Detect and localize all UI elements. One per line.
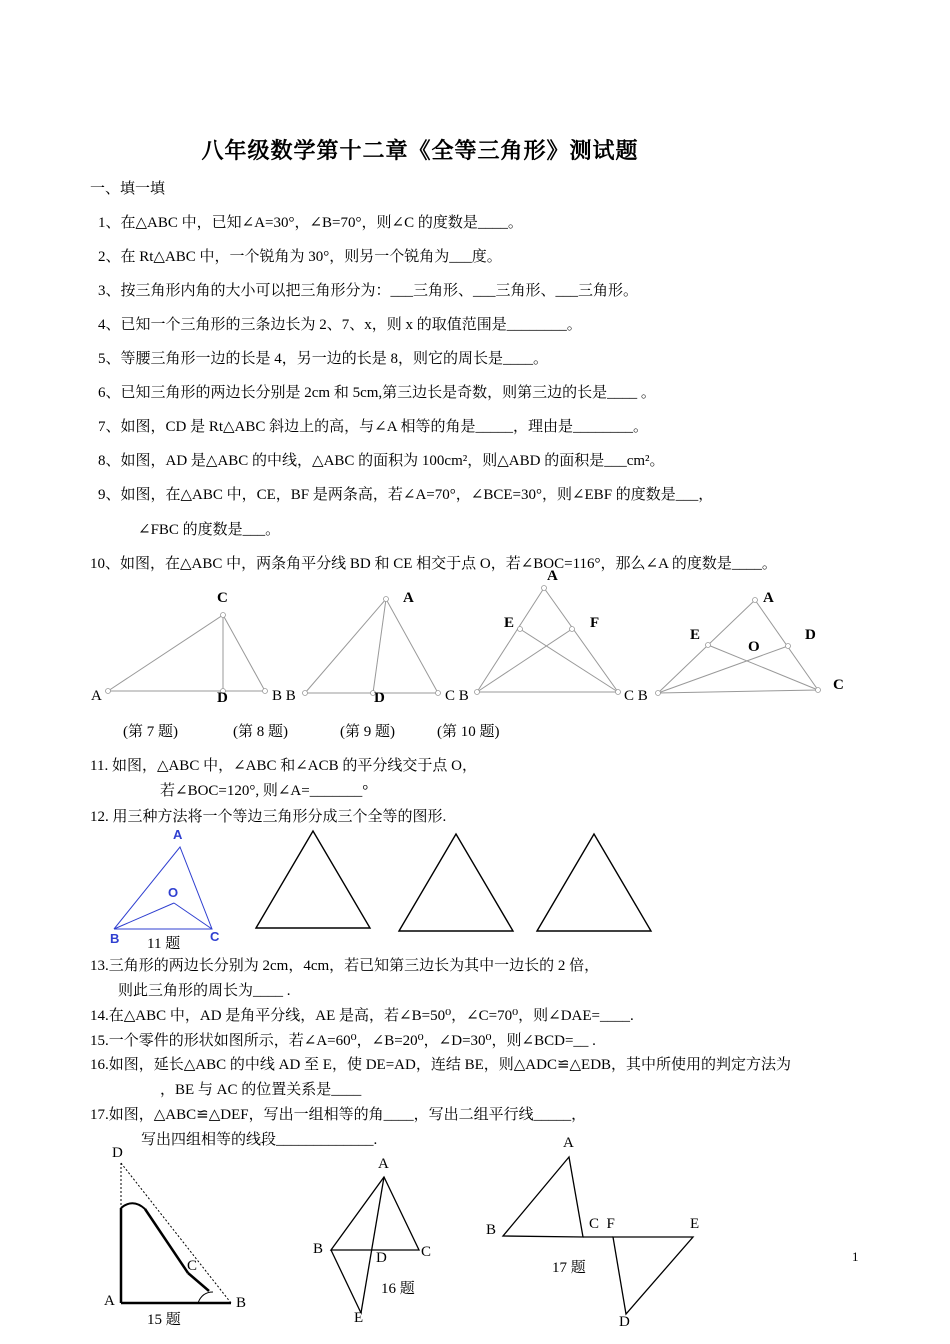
question-14: 14.在△ABC 中，AD 是角平分线，AE 是高，若∠B=50⁰，∠C=70⁰，则∠DAE=____. bbox=[90, 1008, 634, 1024]
figure-16-triangle-abc bbox=[331, 1177, 419, 1250]
question-6: 6、已知三角形的两边长分别是 2cm 和 5cm,第三边长是奇数，则第三边的长是____ 。 bbox=[98, 385, 656, 401]
figure-11-bisector-co bbox=[174, 903, 212, 929]
equilateral-triangle-2 bbox=[399, 834, 513, 931]
page-title: 八年级数学第十二章《全等三角形》测试题 bbox=[201, 138, 639, 163]
question-16: 16.如图，延长△ABC 的中线 AD 至 E，使 DE=AD，连结 BE，则△ADC≌△EDB，其中所使用的判定方法为 bbox=[90, 1057, 792, 1073]
point-label-bb: B B bbox=[272, 688, 296, 704]
figure-17-triangle-abc bbox=[503, 1157, 583, 1237]
point-label-c: C bbox=[217, 590, 228, 606]
figure-8-caption: (第 8 题) bbox=[233, 724, 288, 740]
question-17-continued: 写出四组相等的线段_____________. bbox=[141, 1132, 378, 1148]
point-label-a: A bbox=[378, 1156, 389, 1172]
point-label-d: D bbox=[217, 690, 228, 706]
figure-16-caption: 16 题 bbox=[381, 1281, 415, 1297]
point-label-d: D bbox=[376, 1250, 387, 1266]
question-7: 7、如图，CD 是 Rt△ABC 斜边上的高，与∠A 相等的角是_____，理由是________。 bbox=[98, 419, 648, 435]
figure-7-caption: (第 7 题) bbox=[123, 724, 178, 740]
point-label-a: A bbox=[763, 590, 774, 606]
figure-15-arc-d bbox=[121, 1203, 145, 1209]
point-label-cf: C F bbox=[589, 1216, 615, 1232]
figure-17-caption: 17 题 bbox=[552, 1260, 586, 1276]
point-label-d: D bbox=[374, 690, 385, 706]
figure-17-triangle-def bbox=[613, 1237, 693, 1314]
figure-16-segment-be bbox=[331, 1250, 361, 1313]
question-15: 15.一个零件的形状如图所示，若∠A=60⁰，∠B=20⁰，∠D=30⁰，则∠BCD=__ . bbox=[90, 1033, 596, 1049]
point-label-d: D bbox=[619, 1314, 630, 1330]
point-label-b: B bbox=[313, 1241, 324, 1257]
figure-8-median bbox=[373, 599, 386, 693]
question-9: 9、如图，在△ABC 中，CE，BF 是两条高，若∠A=70°，∠BCE=30°，则∠EBF 的度数是___， bbox=[98, 487, 714, 503]
point-label-o: O bbox=[168, 885, 179, 900]
question-13: 13.三角形的两边长分别为 2cm，4cm，若已知第三边长为其中一边长的 2 倍， bbox=[90, 958, 600, 974]
question-9-continued: ∠FBC 的度数是___。 bbox=[138, 522, 281, 538]
point-label-e: E bbox=[690, 1216, 700, 1232]
figure-11-triangle bbox=[114, 847, 212, 929]
question-16-continued: ，BE 与 AC 的位置关系是____ bbox=[160, 1082, 362, 1098]
section-heading: 一、填一填 bbox=[90, 181, 166, 197]
point-label-c: C bbox=[210, 929, 220, 944]
question-13-continued: 则此三角形的周长为____ . bbox=[118, 983, 291, 999]
point-label-c: C bbox=[833, 677, 844, 693]
point-label-cb: C B bbox=[624, 688, 648, 704]
figure-15-caption: 15 题 bbox=[147, 1312, 181, 1328]
question-10: 10、如图，在△ABC 中，两条角平分线 BD 和 CE 相交于点 O，若∠BOC=116°，那么∠A 的度数是____。 bbox=[90, 556, 777, 572]
point-label-f: F bbox=[590, 615, 600, 631]
figure-9-triangle bbox=[477, 588, 618, 692]
point-label-a: A bbox=[547, 568, 558, 584]
figure-10-bisector-ce bbox=[708, 645, 818, 690]
question-3: 3、按三角形内角的大小可以把三角形分为：___三角形、___三角形、___三角形。 bbox=[98, 283, 639, 299]
point-label-a: A bbox=[403, 590, 414, 606]
figure-15-side-cb bbox=[188, 1273, 209, 1291]
figure-15-dotted-db bbox=[121, 1163, 231, 1303]
point-label-e: E bbox=[690, 627, 701, 643]
point-label-e: E bbox=[504, 615, 515, 631]
figure-10-triangle bbox=[658, 600, 818, 693]
figure-9-caption: (第 9 题) bbox=[340, 724, 395, 740]
point-label-a: A bbox=[91, 688, 102, 704]
question-2: 2、在 Rt△ABC 中，一个锐角为 30°，则另一个锐角为___度。 bbox=[98, 249, 502, 265]
point-label-cb: C B bbox=[445, 688, 469, 704]
point-label-d: D bbox=[805, 627, 816, 643]
question-1: 1、在△ABC 中，已知∠A=30°，∠B=70°，则∠C 的度数是____。 bbox=[98, 215, 523, 231]
equilateral-triangle-1 bbox=[256, 831, 370, 928]
point-label-b: B bbox=[486, 1222, 497, 1238]
point-label-e: E bbox=[354, 1310, 364, 1326]
figure-8-triangle bbox=[305, 599, 438, 693]
question-8: 8、如图，AD 是△ABC 的中线，△ABC 的面积为 100cm²，则△ABD 的面积是___cm²。 bbox=[98, 453, 665, 469]
point-label-a: A bbox=[173, 827, 183, 842]
point-label-c: C bbox=[421, 1244, 432, 1260]
figure-15-side-dc bbox=[145, 1209, 188, 1273]
figure-9-altitude-ce bbox=[520, 629, 618, 692]
point-label-a: A bbox=[563, 1135, 574, 1151]
point-label-o: O bbox=[748, 639, 760, 655]
point-label-c: C bbox=[187, 1258, 198, 1274]
figure-11-caption: 11 题 bbox=[147, 936, 181, 952]
page-number: 1 bbox=[852, 1249, 859, 1264]
question-12: 12. 用三种方法将一个等边三角形分成三个全等的图形. bbox=[90, 809, 447, 825]
figure-9-altitude-bf bbox=[477, 629, 572, 692]
question-4: 4、已知一个三角形的三条边长为 2、7、x，则 x 的取值范围是________。 bbox=[98, 317, 582, 333]
question-5: 5、等腰三角形一边的长是 4，另一边的长是 8，则它的周长是____。 bbox=[98, 351, 549, 367]
point-label-a: A bbox=[104, 1293, 115, 1309]
figure-7-triangle bbox=[108, 615, 265, 691]
figure-11-bisector-bo bbox=[114, 903, 174, 929]
point-label-d: D bbox=[112, 1145, 123, 1161]
figure-10-caption: (第 10 题) bbox=[437, 724, 500, 740]
figure-15-arc-b bbox=[198, 1292, 213, 1303]
equilateral-triangle-3 bbox=[537, 834, 651, 931]
question-11: 11. 如图，△ABC 中，∠ABC 和∠ACB 的平分线交于点 O， bbox=[90, 758, 477, 774]
point-label-b: B bbox=[236, 1295, 247, 1311]
question-11-continued: 若∠BOC=120°, 则∠A=_______° bbox=[160, 783, 369, 799]
point-label-b: B bbox=[110, 931, 120, 946]
question-17: 17.如图，△ABC≌△DEF，写出一组相等的角____，写出二组平行线_____， bbox=[90, 1107, 587, 1123]
